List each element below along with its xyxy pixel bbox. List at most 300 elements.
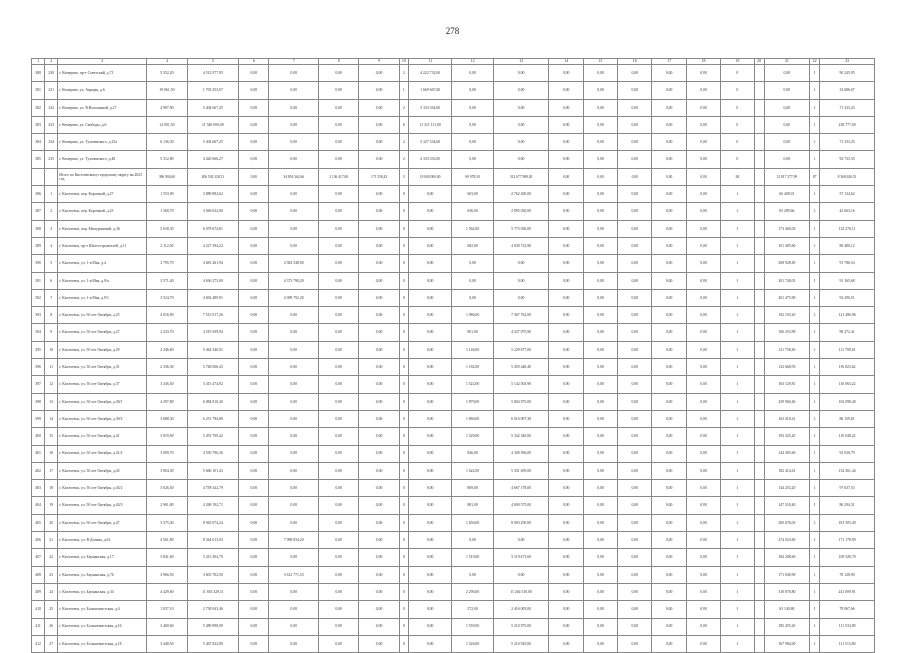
table-cell: 406 <box>32 532 45 549</box>
table-cell: 3 469,60 <box>147 618 187 635</box>
table-cell: 0,00 <box>618 220 652 237</box>
table-cell: 0,00 <box>318 82 358 99</box>
table-cell: 0,00 <box>686 272 720 289</box>
table-cell: 394 <box>32 324 45 341</box>
table-cell: 0,00 <box>549 324 583 341</box>
table-cell <box>754 186 764 203</box>
table-cell: 5 119 473,60 <box>493 549 549 566</box>
table-cell: 0,00 <box>408 532 451 549</box>
table-row <box>32 462 875 479</box>
table-cell: 33 686,67 <box>820 82 875 99</box>
table-cell: 0,00 <box>239 359 269 376</box>
table-cell: 0,00 <box>452 151 493 168</box>
table-cell: 3 046 632,00 <box>187 203 239 220</box>
table-cell: 21 <box>45 532 58 549</box>
column-number-cell: 22 <box>810 59 820 65</box>
table-cell: 0,00 <box>686 514 720 531</box>
table-cell: 0,00 <box>408 497 451 514</box>
table-cell: 7 515 017,26 <box>187 307 239 324</box>
table-cell: 0,00 <box>652 514 686 531</box>
table-cell: 86 480,12 <box>820 237 875 254</box>
address-cell: г. Киселевск, ул. 50 лет Октября, д.43 <box>58 462 147 479</box>
table-cell: 1 <box>721 324 754 341</box>
table-cell: 1 <box>810 635 820 652</box>
table-cell: 0 <box>399 220 408 237</box>
table-row <box>32 289 875 306</box>
table-cell: 14 <box>45 410 58 427</box>
table-row <box>32 428 875 445</box>
table-cell: 0,00 <box>408 324 451 341</box>
table-cell: 0 <box>399 549 408 566</box>
table-cell: 0,00 <box>618 601 652 618</box>
table-cell: 0,00 <box>452 99 493 116</box>
table-cell: 0,00 <box>359 151 399 168</box>
table-cell: 0,00 <box>493 134 549 151</box>
table-cell: 0,00 <box>652 635 686 652</box>
table-cell: 1 182,00 <box>452 359 493 376</box>
table-cell: 0,00 <box>408 341 451 358</box>
table-cell: 2 290,00 <box>452 583 493 600</box>
table-cell: 4 561,80 <box>147 532 187 549</box>
table-cell: 0,00 <box>652 583 686 600</box>
table-cell: 0 <box>399 237 408 254</box>
table-cell: 0,00 <box>652 341 686 358</box>
table-cell: 5 618,30 <box>147 220 187 237</box>
table-row <box>32 445 875 462</box>
table-cell: 0 <box>399 583 408 600</box>
table-cell: 3 524,70 <box>147 289 187 306</box>
table-cell: 0,00 <box>686 151 720 168</box>
table-cell: 1 <box>810 601 820 618</box>
table-cell: 1 <box>721 255 754 272</box>
table-cell: 1 <box>721 359 754 376</box>
table-cell: 17 <box>45 462 58 479</box>
table-cell: 1 <box>721 410 754 427</box>
table-row <box>32 497 875 514</box>
table-cell: 9 <box>45 324 58 341</box>
table-cell: 412 <box>32 635 45 652</box>
address-cell: г. Киселевск, пер. Коротный, д.27 <box>58 186 147 203</box>
table-cell: 0,00 <box>686 99 720 116</box>
table-cell: 386 904,60 <box>147 168 187 185</box>
address-cell: г. Кемерово, ул. Тухачевского, д.25а <box>58 134 147 151</box>
table-cell: 0,00 <box>359 428 399 445</box>
table-cell: 0,00 <box>269 134 319 151</box>
table-cell: 1 <box>810 289 820 306</box>
address-cell: г. Киселевск, ул. 1-я Мая, д.9/а <box>58 272 147 289</box>
table-cell: 1 <box>721 272 754 289</box>
table-cell: 4 758 342,79 <box>187 480 239 497</box>
table-cell: 57 134,62 <box>820 186 875 203</box>
table-cell: 0 <box>399 480 408 497</box>
table-cell: 91 165,68 <box>820 272 875 289</box>
table-cell: 111 709,61 <box>820 341 875 358</box>
table-cell: 0,00 <box>452 272 493 289</box>
table-cell: 0,00 <box>239 99 269 116</box>
table-cell: 3 612 771,53 <box>269 566 319 583</box>
table-cell: 0,00 <box>359 583 399 600</box>
table-cell: 0,00 <box>408 428 451 445</box>
column-number-cell: 23 <box>820 59 875 65</box>
table-cell: 0,00 <box>493 532 549 549</box>
table-cell: 0,00 <box>318 255 358 272</box>
table-row <box>32 341 875 358</box>
table-cell: 7 998 834,20 <box>269 532 319 549</box>
table-cell: 5 404 667,25 <box>187 134 239 151</box>
table-cell <box>754 618 764 635</box>
table-cell <box>754 428 764 445</box>
table-cell: 0,00 <box>239 583 269 600</box>
table-cell: 0,00 <box>359 549 399 566</box>
table-cell: 2 <box>399 65 408 82</box>
table-cell: 171 178,99 <box>820 532 875 549</box>
table-cell: 411 <box>32 618 45 635</box>
table-cell: 0 <box>399 186 408 203</box>
column-number-cell: 1 <box>32 59 45 65</box>
table-cell: 0,00 <box>618 445 652 462</box>
table-cell: 6 016 007,30 <box>493 410 549 427</box>
table-cell: 0,00 <box>318 410 358 427</box>
table-cell: 0,00 <box>618 307 652 324</box>
table-cell: 0,00 <box>764 116 809 133</box>
table-cell: 147 318,40 <box>764 497 809 514</box>
column-number-cell: 11 <box>408 59 451 65</box>
table-cell: 0,00 <box>239 514 269 531</box>
table-cell: 1 703 353,67 <box>187 82 239 99</box>
table-cell: 0,00 <box>239 428 269 445</box>
table-row <box>32 532 875 549</box>
table-cell: 0,00 <box>583 462 617 479</box>
table-row <box>32 220 875 237</box>
table-row <box>32 307 875 324</box>
table-cell <box>754 341 764 358</box>
table-cell: 0,00 <box>269 549 319 566</box>
address-cell: г. Киселевск, ул. 50 лет Октября, д.39/2 <box>58 410 147 427</box>
table-cell <box>754 532 764 549</box>
table-cell: 1 <box>810 134 820 151</box>
table-cell: 0,00 <box>583 497 617 514</box>
table-cell: 5 404 667,25 <box>187 99 239 116</box>
table-cell: 0,00 <box>318 203 358 220</box>
table-cell: 0,00 <box>269 307 319 324</box>
table-cell: 1 860,00 <box>452 410 493 427</box>
table-cell: 23 <box>45 566 58 583</box>
address-cell: г. Киселевск, ул. Большевистская, д.16 <box>58 618 147 635</box>
column-number-cell: 17 <box>652 59 686 65</box>
table-cell: 0,00 <box>686 393 720 410</box>
table-cell: 0,00 <box>652 116 686 133</box>
table-cell: 3 571,40 <box>147 272 187 289</box>
table-cell: 110 063,22 <box>820 376 875 393</box>
table-cell: 0,00 <box>583 151 617 168</box>
table-cell: 1 <box>810 376 820 393</box>
table-cell: 1 <box>721 289 754 306</box>
table-row <box>32 549 875 566</box>
table-cell: 0,00 <box>359 480 399 497</box>
table-cell: 0 <box>399 618 408 635</box>
table-cell: 396 <box>32 359 45 376</box>
table-cell: 0 <box>721 82 754 99</box>
table-cell: 0,00 <box>359 307 399 324</box>
table-cell: 4 429,60 <box>147 583 187 600</box>
table-cell: 3 448,50 <box>147 635 187 652</box>
table-cell: 0,00 <box>686 618 720 635</box>
table-cell: 0,00 <box>583 82 617 99</box>
table-cell: 0 <box>399 497 408 514</box>
table-cell: 0,00 <box>652 186 686 203</box>
column-number-cell: 3 <box>58 59 147 65</box>
table-cell: 132 361,44 <box>820 462 875 479</box>
table-cell: 1 <box>721 393 754 410</box>
table-cell: 1 650,00 <box>452 514 493 531</box>
table-row <box>32 65 875 82</box>
column-number-cell: 15 <box>583 59 617 65</box>
table-cell: 0 <box>399 272 408 289</box>
table-cell: 235 <box>45 151 58 168</box>
table-cell: 0,00 <box>549 566 583 583</box>
table-cell: 0,00 <box>549 583 583 600</box>
table-cell: 0,00 <box>493 272 549 289</box>
table-cell: 0,00 <box>618 410 652 427</box>
table-cell: 90 245,95 <box>820 65 875 82</box>
table-cell: 97 637,53 <box>820 480 875 497</box>
table-cell: 0,00 <box>359 566 399 583</box>
table-cell: 0,00 <box>652 307 686 324</box>
table-cell: 101 405,60 <box>764 237 809 254</box>
table-cell: 0,00 <box>359 618 399 635</box>
table-cell: 0,00 <box>652 462 686 479</box>
table-cell: 1 <box>810 272 820 289</box>
table-cell <box>754 514 764 531</box>
table-cell: 0,00 <box>269 116 319 133</box>
table-cell: 0,00 <box>764 151 809 168</box>
table-cell: 1 <box>45 186 58 203</box>
table-cell: 1 <box>810 341 820 358</box>
table-cell: 0,00 <box>652 203 686 220</box>
table-cell: 0,00 <box>239 532 269 549</box>
table-cell: 0,00 <box>549 549 583 566</box>
table-cell: 0,00 <box>618 514 652 531</box>
table-cell: 0,00 <box>686 410 720 427</box>
table-cell <box>754 65 764 82</box>
table-cell: 391 <box>32 272 45 289</box>
table-cell: 0,00 <box>359 134 399 151</box>
table-cell: 5 804 975,00 <box>493 393 549 410</box>
table-cell: 4 530 796,36 <box>187 445 239 462</box>
address-cell: г. Киселевск, ул. 50 лет Октября, д.41/2 <box>58 445 147 462</box>
table-cell: 0,00 <box>549 445 583 462</box>
table-cell: 1 <box>721 307 754 324</box>
table-cell: 0,00 <box>359 532 399 549</box>
table-cell: 3 575,40 <box>147 514 187 531</box>
table-cell: 5 453 709,42 <box>187 428 239 445</box>
table-cell: 0,00 <box>686 255 720 272</box>
table-cell: 0,00 <box>549 307 583 324</box>
table-cell: 3 688,30 <box>147 410 187 427</box>
table-cell: 385 <box>32 151 45 168</box>
table-cell: 0,00 <box>549 203 583 220</box>
address-cell: г. Киселевск, ул. 50 лет Октября, д.29 <box>58 341 147 358</box>
table-cell: 0,00 <box>359 376 399 393</box>
table-cell: 0,00 <box>452 134 493 151</box>
table-cell: 0,00 <box>618 618 652 635</box>
table-cell: 389 <box>32 237 45 254</box>
table-cell: 8 <box>45 307 58 324</box>
table-cell: 0,00 <box>618 186 652 203</box>
table-cell: 5 333 334,00 <box>408 99 451 116</box>
table-row <box>32 601 875 618</box>
table-cell: 0,00 <box>686 462 720 479</box>
table-cell: 0,00 <box>583 480 617 497</box>
table-cell: 0,00 <box>652 601 686 618</box>
table-cell: 402 <box>32 462 45 479</box>
table-cell: 69 978,50 <box>452 168 493 185</box>
table-row <box>32 566 875 583</box>
table-cell: 201 740,01 <box>764 272 809 289</box>
table-cell: 1 <box>721 220 754 237</box>
table-cell: 6 078 674,81 <box>187 220 239 237</box>
table-cell: 3 804,30 <box>147 462 187 479</box>
table-cell: 0,00 <box>549 186 583 203</box>
table-cell: 1 <box>810 99 820 116</box>
table-cell: 116 823,62 <box>820 359 875 376</box>
table-cell: 0,00 <box>686 497 720 514</box>
table-cell: 392 <box>32 289 45 306</box>
table-cell: 167 984,00 <box>764 635 809 652</box>
table-cell: 71 333,25 <box>820 134 875 151</box>
table-cell: 200 676,03 <box>764 514 809 531</box>
table-cell: 400 <box>32 428 45 445</box>
table-cell: 0,00 <box>408 220 451 237</box>
table-cell: 399 <box>32 410 45 427</box>
table-cell: 0,00 <box>408 393 451 410</box>
table-cell: 0,00 <box>408 462 451 479</box>
table-cell: 1 <box>721 566 754 583</box>
table-cell: 0,00 <box>764 65 809 82</box>
table-cell <box>754 116 764 133</box>
table-cell <box>754 445 764 462</box>
table-cell <box>754 289 764 306</box>
table-cell: 1 <box>810 220 820 237</box>
table-cell: 0,00 <box>618 272 652 289</box>
address-cell: г. Киселевск, ул. 50 лет Октября, д.31 <box>58 359 147 376</box>
table-cell: 3 795,70 <box>147 255 187 272</box>
table-cell: 5 666 101,43 <box>187 462 239 479</box>
address-cell: г. Кемерово, пр-т Советский, д.71 <box>58 65 147 82</box>
table-cell: 0 <box>399 341 408 358</box>
table-cell: 0,00 <box>239 497 269 514</box>
table-cell: 111 533,89 <box>820 618 875 635</box>
table-cell: 22 <box>45 549 58 566</box>
address-cell: г. Киселевск, ул. 1-я Мая, д.4 <box>58 255 147 272</box>
table-cell: 171 558,43 <box>359 168 399 185</box>
table-cell: 0,00 <box>408 549 451 566</box>
table-cell: 102 098,40 <box>820 393 875 410</box>
table-cell: 1 <box>810 532 820 549</box>
address-cell: г. Киселевск, ул. 50 лет Октября, д.43/2 <box>58 480 147 497</box>
table-cell: 66 408,01 <box>764 186 809 203</box>
column-number-cell: 21 <box>764 59 809 65</box>
table-cell: 0,00 <box>583 116 617 133</box>
table-cell: 7 367 762,00 <box>493 307 549 324</box>
table-cell: 0,00 <box>652 255 686 272</box>
column-number-cell: 19 <box>721 59 754 65</box>
table-cell: 4 907,90 <box>147 99 187 116</box>
table-cell: 0,00 <box>686 445 720 462</box>
table-cell: 0,00 <box>618 462 652 479</box>
table-cell: 26 <box>45 618 58 635</box>
table-cell: 11 <box>45 359 58 376</box>
table-cell: 84 <box>721 168 754 185</box>
table-cell: 25 <box>45 601 58 618</box>
table-cell: 0,00 <box>652 272 686 289</box>
table-cell: 0,00 <box>618 359 652 376</box>
table-cell: 234 <box>45 134 58 151</box>
address-cell: г. Киселевск, ул. Бауманская, д.17 <box>58 549 147 566</box>
table-cell: 0,00 <box>239 134 269 151</box>
table-cell: 0,00 <box>652 324 686 341</box>
table-cell: 110 048,22 <box>820 428 875 445</box>
table-row <box>32 186 875 203</box>
table-cell: 2 136 417,00 <box>318 168 358 185</box>
table-cell: 0,00 <box>408 410 451 427</box>
table-cell: 0,00 <box>549 134 583 151</box>
table-cell: 0 <box>399 601 408 618</box>
table-cell: 0 <box>399 393 408 410</box>
table-cell: 2 <box>45 203 58 220</box>
table-cell: 0,00 <box>549 116 583 133</box>
table-cell <box>754 462 764 479</box>
table-cell: 0,00 <box>318 635 358 652</box>
column-number-cell: 7 <box>269 59 319 65</box>
table-cell: 0,00 <box>269 237 319 254</box>
table-cell: 0,00 <box>239 566 269 583</box>
table-cell: 0,00 <box>686 220 720 237</box>
table-cell: 3 889 882,62 <box>187 186 239 203</box>
table-cell: 4 373 790,20 <box>269 272 319 289</box>
table-cell: 132 668,93 <box>764 359 809 376</box>
table-cell: 0,00 <box>549 393 583 410</box>
table-cell: 0,00 <box>408 237 451 254</box>
table-row <box>32 134 875 151</box>
table-row <box>32 618 875 635</box>
table-cell: 121 758,40 <box>764 341 809 358</box>
table-cell: 0,00 <box>686 532 720 549</box>
table-cell: 0,00 <box>549 480 583 497</box>
table-cell: 0,00 <box>764 99 809 116</box>
table-cell: 0,00 <box>618 289 652 306</box>
table-cell: 0,00 <box>318 116 358 133</box>
table-cell: 0,00 <box>618 341 652 358</box>
table-cell: 0,00 <box>549 237 583 254</box>
table-cell: 403 <box>32 480 45 497</box>
table-cell: 1 <box>721 497 754 514</box>
table-cell: 0,00 <box>583 376 617 393</box>
table-cell: 0,00 <box>652 376 686 393</box>
table-cell: 0,00 <box>583 393 617 410</box>
table-cell: 3 819,90 <box>147 428 187 445</box>
table-cell: 0,00 <box>318 220 358 237</box>
table-cell: 0,00 <box>359 116 399 133</box>
table-cell: 0 <box>399 635 408 652</box>
table-cell <box>754 635 764 652</box>
table-cell: 0,00 <box>549 601 583 618</box>
table-cell: 0 <box>399 410 408 427</box>
table-cell: 5 312,80 <box>147 151 187 168</box>
table-cell: 0,00 <box>686 549 720 566</box>
table-cell: 1 622,00 <box>452 462 493 479</box>
table-cell: 0 <box>399 462 408 479</box>
